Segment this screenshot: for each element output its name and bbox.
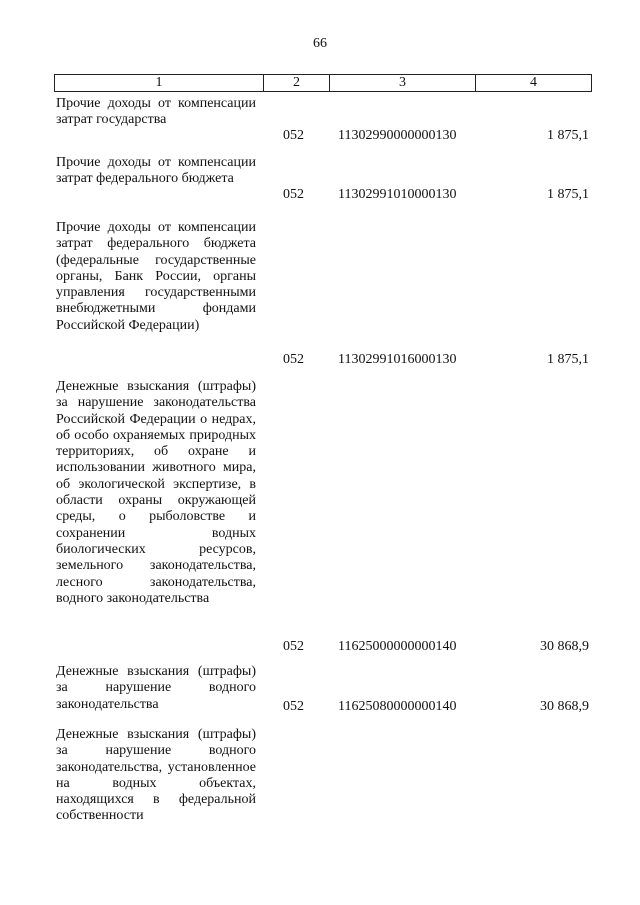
row-admin-code: 052 (283, 127, 304, 143)
table-row (54, 220, 592, 368)
table-row (54, 379, 592, 655)
row-admin-code: 052 (283, 351, 304, 367)
table-row (54, 96, 592, 144)
row-amount: 1 875,1 (547, 351, 589, 367)
row-description: Денежные взыскания (штрафы) за нарушение законодательства Российской Федерации о недрах, об особо охраняемых природных территориях, об охране и использовании животного мира, об экологической экспертизе, в области охраны окружающей среды, о рыболовстве и сохранении водных биологических ресурсов, земельного законодательства, лесного законодательства, водного законодательства (56, 379, 256, 606)
table-row (54, 664, 592, 715)
table-row (54, 727, 592, 837)
row-amount: 1 875,1 (547, 127, 589, 143)
row-description: Денежные взыскания (штрафы) за нарушение водного законодательства, установленное на водных объектах, находящихся в федеральной собственности (56, 727, 256, 824)
row-budget-code: 11625000000000140 (338, 638, 457, 654)
row-description: Денежные взыскания (штрафы) за нарушение водного законодательства (56, 664, 256, 712)
row-amount: 1 875,1 (547, 186, 589, 202)
row-description: Прочие доходы от компенсации затрат государства (56, 96, 256, 128)
row-admin-code: 052 (283, 638, 304, 654)
row-admin-code: 052 (283, 698, 304, 714)
row-budget-code: 11302991010000130 (338, 186, 457, 202)
row-admin-code: 052 (283, 186, 304, 202)
row-budget-code: 11625080000000140 (338, 698, 457, 714)
header-col-3: 3 (329, 75, 475, 91)
table-row (54, 155, 592, 203)
row-budget-code: 11302991016000130 (338, 351, 457, 367)
header-col-2: 2 (263, 75, 329, 91)
page-number: 66 (313, 36, 327, 51)
row-amount: 30 868,9 (540, 698, 589, 714)
header-col-4: 4 (475, 75, 591, 91)
table-header (54, 74, 592, 92)
header-col-1: 1 (155, 75, 163, 90)
row-description: Прочие доходы от компенсации затрат федерального бюджета (56, 155, 256, 187)
row-description: Прочие доходы от компенсации затрат федерального бюджета (федеральные государственные органы, Банк России, органы управления государственными внебюджетными фондами Российской Федерации) (56, 220, 256, 333)
row-budget-code: 11302990000000130 (338, 127, 457, 143)
row-amount: 30 868,9 (540, 638, 589, 654)
